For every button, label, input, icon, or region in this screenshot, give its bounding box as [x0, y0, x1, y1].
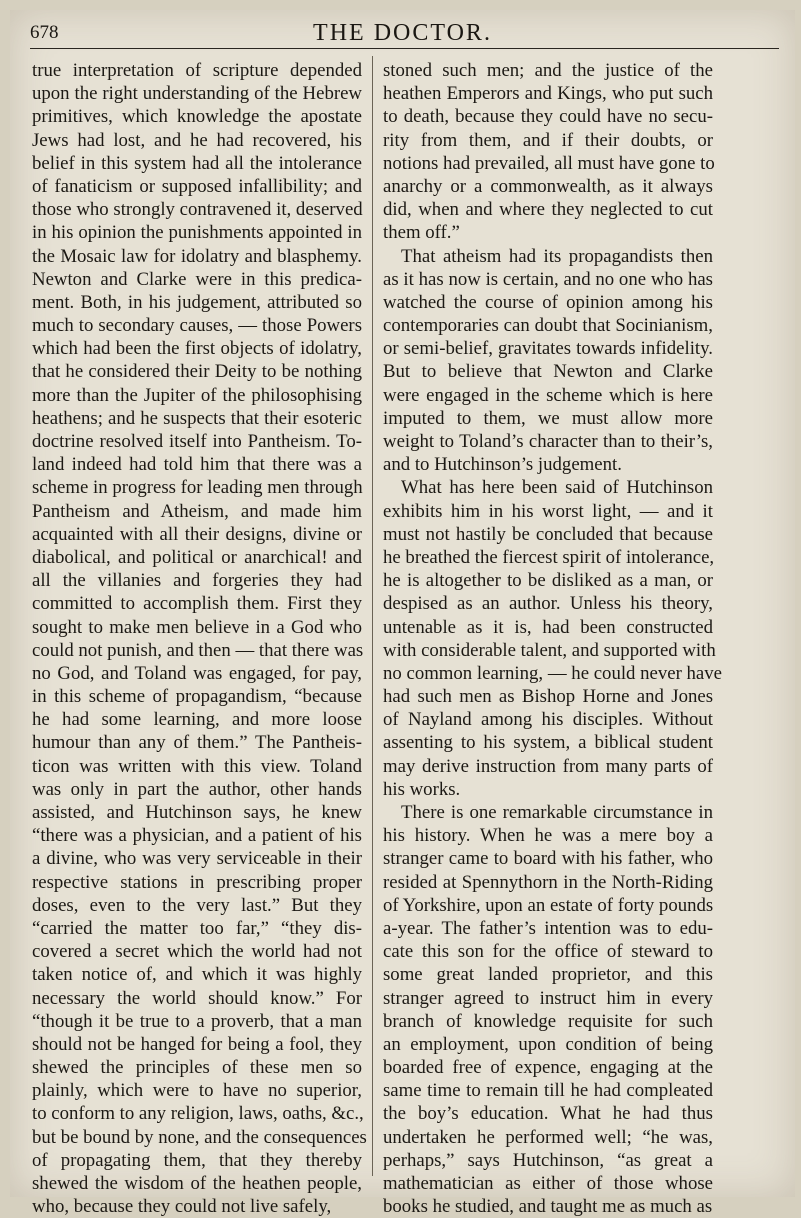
text-line: perhaps,” says Hutchinson, “as great a	[383, 1149, 713, 1171]
text-line: of fanaticism or supposed infallibility; and	[32, 175, 362, 197]
text-line: respective stations in prescribing proper	[32, 871, 362, 893]
text-line: same time to remain till he had compleated	[383, 1080, 713, 1102]
text-line: was only in part the author, other hands	[32, 778, 362, 800]
text-line: of Yorkshire, upon an estate of forty pounds	[383, 894, 714, 916]
text-line: sought to make men believe in a God who	[32, 616, 362, 638]
text-line: he had some learning, and more loose	[32, 709, 362, 731]
text-line: There is one remarkable circumstance in	[401, 802, 713, 823]
text-line: that he considered their Deity to be nothing	[32, 361, 362, 383]
text-line: more than the Jupiter of the philosophising	[32, 384, 362, 406]
text-line: boarded free of expence, engaging at the	[383, 1057, 713, 1079]
text-line: much to secondary causes, — those Powers	[32, 315, 362, 337]
text-line: must not hastily be concluded that because	[383, 523, 713, 545]
text-line: mathematician as either of those whose	[383, 1173, 713, 1194]
text-line: exhibits him in his worst light, — and it	[383, 500, 713, 522]
text-line: stoned such men; and the justice of the	[383, 60, 713, 81]
text-line: branch of knowledge requisite for such	[383, 1010, 713, 1032]
text-line: had such men as Bishop Horne and Jones	[383, 686, 713, 708]
text-line: he breathed the fiercest spirit of intolerance,	[383, 546, 715, 568]
text-line: should not be hanged for being a fool, they	[32, 1033, 362, 1055]
text-line: watched the course of opinion among his	[383, 291, 713, 313]
text-line: to conform to any religion, laws, oaths, &c.,	[32, 1103, 364, 1125]
text-line: doctrine resolved itself into Pantheism. To-	[32, 431, 362, 452]
text-line: assenting to his system, a biblical student	[383, 732, 713, 754]
text-line: acquainted with all their designs, divine or	[32, 523, 362, 545]
text-line: stranger agreed to instruct him in every	[383, 987, 713, 1009]
text-line: plainly, which were to have no superior,	[32, 1080, 362, 1102]
text-line: untenable as it is, had been constructed	[383, 616, 713, 638]
text-line: heathens; and he suspects that their esoteric	[32, 407, 362, 429]
text-line: belief in this system had all the intolerance	[32, 152, 362, 174]
text-line: “carried the matter too far,” “they dis-	[32, 917, 362, 939]
text-line: or semi-belief, gravitates towards infidelity.	[383, 338, 713, 360]
text-line: undertaken he performed well; “he was,	[383, 1126, 713, 1148]
text-line: taken notice of, and which it was highly	[32, 964, 362, 986]
text-line: anarchy or a commonwealth, as it always	[383, 175, 713, 197]
text-line: his works.	[383, 778, 461, 800]
text-line: That atheism had its propagandists then	[401, 245, 713, 267]
text-line: of propagating them, that they thereby	[32, 1149, 362, 1171]
text-line: What has here been said of Hutchinson	[401, 477, 713, 499]
text-line: in his opinion the punishments appointed in	[32, 222, 362, 244]
text-line: Jews had lost, and he had recovered, his	[32, 129, 362, 151]
text-line: no God, and Toland was engaged, for pay,	[32, 662, 362, 684]
text-line: an employment, upon condition of being	[383, 1033, 713, 1055]
text-line: stranger came to board with his father, who	[383, 848, 713, 870]
text-line: assisted, and Hutchinson says, he knew	[32, 802, 362, 823]
text-line: to death, because they could have no secu-	[383, 106, 713, 128]
text-line: upon the right understanding of the Hebrew	[32, 83, 362, 105]
text-line: covered a secret which the world had not	[32, 941, 362, 963]
text-line: scheme in progress for leading men through	[32, 477, 363, 499]
text-line: humour than any of them.” The Pantheis-	[32, 732, 362, 754]
text-line: necessary the world should know.” For	[32, 987, 362, 1009]
text-line: but be bound by none, and the consequences	[32, 1126, 367, 1148]
running-head: THE DOCTOR.	[313, 20, 492, 46]
text-line: them off.”	[383, 222, 460, 244]
text-line: rity from them, and if their doubts, or	[383, 129, 713, 151]
text-line: and to Hutchinson’s judgement.	[383, 454, 622, 476]
column-divider	[372, 56, 373, 1176]
page-header	[10, 20, 795, 48]
text-line: of Nayland among his disciples. Without	[383, 709, 713, 731]
text-line: notions had prevailed, all must have gone to	[383, 152, 715, 174]
header-rule	[30, 48, 779, 49]
text-line: primitives, which knowledge the apostate	[32, 106, 362, 128]
page-number: 678	[30, 22, 59, 43]
text-line: he is altogether to be disliked as a man, or	[383, 570, 713, 592]
text-line: heathen Emperors and Kings, who put such	[383, 83, 713, 105]
text-line: Pantheism and Atheism, and made him	[32, 500, 362, 522]
text-line: the boy’s education. What he had thus	[383, 1103, 713, 1125]
left-column	[32, 59, 367, 1218]
text-line: Newton and Clarke were in this predica-	[32, 268, 362, 290]
text-line: his history. When he was a mere boy a	[383, 825, 713, 847]
text-line: no common learning, — he could never have	[383, 662, 722, 684]
text-line: a-year. The father’s intention was to edu-	[383, 917, 713, 939]
right-column	[383, 59, 722, 1218]
text-line: “there was a physician, and a patient of his	[32, 825, 362, 847]
text-line: doses, even to the very last.” But they	[32, 894, 362, 916]
text-line: shewed the principles of these men so	[32, 1057, 362, 1079]
text-line: which had been the first objects of idolatry,	[32, 338, 362, 360]
text-line: shewed the wisdom of the heathen people,	[32, 1173, 362, 1194]
text-line: cate this son for the office of steward to	[383, 941, 713, 963]
text-line: a divine, who was very serviceable in their	[32, 848, 362, 870]
text-line: ment. Both, in his judgement, attributed so	[32, 291, 362, 313]
text-line: could not punish, and then — that there was	[32, 639, 364, 661]
text-line: as it has now is certain, and no one who has	[383, 268, 713, 290]
text-line: books he studied, and taught me as much as	[383, 1196, 713, 1218]
text-line: committed to accomplish them. First they	[32, 593, 362, 615]
text-line: imputed to them, we must allow more	[383, 407, 713, 429]
text-line: who, because they could not live safely,	[32, 1196, 332, 1218]
text-line: did, when and where they neglected to cut	[383, 199, 713, 221]
text-line: with considerable talent, and supported with	[383, 639, 716, 661]
text-line: But to believe that Newton and Clarke	[383, 361, 713, 383]
text-line: true interpretation of scripture depended	[32, 60, 362, 81]
text-line: in this scheme of propagandism, “because	[32, 686, 362, 708]
text-line: those who strongly contravened it, deserved	[32, 199, 363, 221]
text-line: the Mosaic law for idolatry and blasphemy.	[32, 245, 362, 267]
text-line: may derive instruction from many parts of	[383, 755, 713, 777]
text-line: all the villanies and forgeries they had	[32, 570, 362, 592]
text-line: weight to Toland’s character than to their’s,	[383, 431, 713, 452]
text-line: “though it be true to a proverb, that a man	[32, 1010, 362, 1032]
book-page	[10, 10, 795, 1218]
text-line: some great landed proprietor, and this	[383, 964, 713, 986]
text-line: were engaged in the scheme which is here	[383, 384, 713, 406]
text-line: land indeed had told him that there was a	[32, 454, 362, 476]
text-line: diabolical, and political or anarchical! and	[32, 546, 362, 568]
text-line: despised as an author. Unless his theory,	[383, 593, 713, 615]
text-line: ticon was written with this view. Toland	[32, 755, 362, 777]
text-line: contemporaries can doubt that Socinianism,	[383, 315, 713, 337]
text-line: resided at Spennythorn in the North-Riding	[383, 871, 713, 893]
